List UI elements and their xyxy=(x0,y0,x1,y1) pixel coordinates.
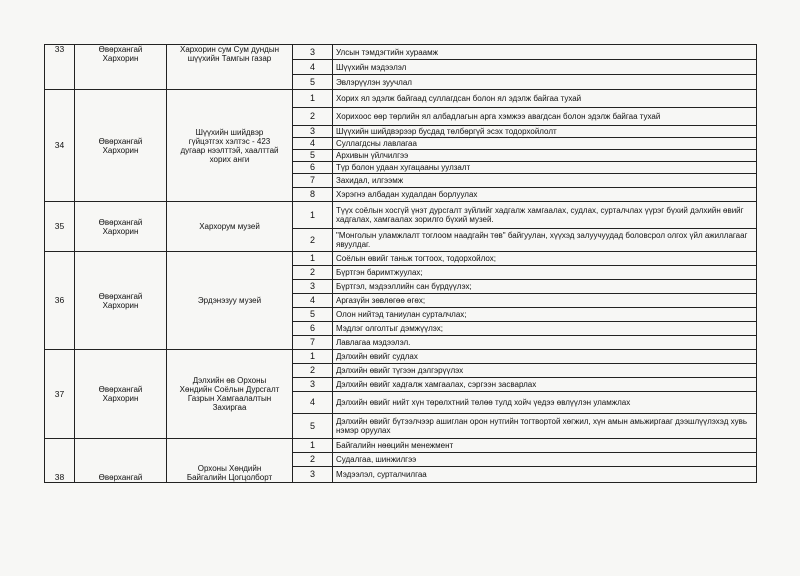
item-index: 2 xyxy=(293,229,333,252)
organization-cell: Хархорин сум Сум дундын шүүхийн Тамгын газар xyxy=(167,45,293,90)
service-description: Шүүхийн мэдээлэл xyxy=(333,60,757,75)
item-index: 5 xyxy=(293,414,333,439)
service-description: Дэлхийн өвийг нийт хүн төрөлхтний төлөө тулд хойч үедээ өвлүүлэн уламжлах xyxy=(333,392,757,414)
organization-cell: Эрдэнэзуу музей xyxy=(167,252,293,350)
item-index: 2 xyxy=(293,453,333,467)
service-description: Хорихоос өөр төрлийн ял албадлагын арга хэмжээ авагдсан болон эдэлж байгаа тухай xyxy=(333,108,757,126)
services-table xyxy=(44,44,757,483)
item-index: 7 xyxy=(293,336,333,350)
item-index: 6 xyxy=(293,162,333,174)
service-description: Мэдээлэл, сурталчилгаа xyxy=(333,467,757,483)
province-cell: Өвөрхангай Хархорин xyxy=(75,45,167,90)
row-number: 36 xyxy=(45,252,75,350)
organization-cell: Хархорум музей xyxy=(167,202,293,252)
service-description: Дэлхийн өвийг бүтээлчээр ашиглан орон нутгийн тогтвортой хөгжил, хүн амын амьжиргааг дээшлүүлэхэд хувь нэмэр оруулах xyxy=(333,414,757,439)
organization-cell: Дэлхийн өв Орхоны Хөндийн Соёлын Дурсгалт Газрын Хамгаалалтын Захиргаа xyxy=(167,350,293,439)
item-index: 5 xyxy=(293,150,333,162)
item-index: 3 xyxy=(293,45,333,60)
item-index: 6 xyxy=(293,322,333,336)
service-description: Шүүхийн шийдвэрээр бусдад төлбөргүй эсэх тодорхойлолт xyxy=(333,126,757,138)
service-description: Байгалийн нөөцийн менежмент xyxy=(333,439,757,453)
table-row xyxy=(45,252,757,266)
item-index: 5 xyxy=(293,308,333,322)
service-description: Аргазүйн зөвлөгөө өгөх; xyxy=(333,294,757,308)
item-index: 3 xyxy=(293,280,333,294)
item-index: 1 xyxy=(293,202,333,229)
item-index: 2 xyxy=(293,266,333,280)
service-description: Лавлагаа мэдээлэл. xyxy=(333,336,757,350)
province-cell: Өвөрхангай Хархорин xyxy=(75,90,167,202)
province-cell: Өвөрхангай Хархорин xyxy=(75,252,167,350)
item-index: 4 xyxy=(293,392,333,414)
service-description: Захидал, илгээмж xyxy=(333,174,757,188)
service-description: Хэрэгнэ албадан худалдан борлуулах xyxy=(333,188,757,202)
item-index: 2 xyxy=(293,108,333,126)
item-index: 4 xyxy=(293,60,333,75)
item-index: 4 xyxy=(293,138,333,150)
service-description: Олон нийтэд таниулан сурталчлах; xyxy=(333,308,757,322)
row-number: 37 xyxy=(45,350,75,439)
organization-cell: Орхоны Хөндийн Байгалийн Цогцолборт xyxy=(167,439,293,483)
service-description: Түүх соёлын хосгүй үнэт дурсгалт зүйлийг хадгалж хамгаалах, судлах, сурталчлах үүрэг бүхий дэлхийн өвийг хадгалах, хамгаалах зорилго бүхий музей. xyxy=(333,202,757,229)
row-number: 34 xyxy=(45,90,75,202)
item-index: 1 xyxy=(293,252,333,266)
item-index: 1 xyxy=(293,90,333,108)
row-number: 35 xyxy=(45,202,75,252)
service-description: Хорих ял эдэлж байгаад суллагдсан болон ял эдэлж байгаа тухай xyxy=(333,90,757,108)
service-description: Эвлэрүүлэн зуучлал xyxy=(333,75,757,90)
item-index: 2 xyxy=(293,364,333,378)
service-description: Бүртгэл, мэдээллийн сан бүрдүүлэх; xyxy=(333,280,757,294)
table-row xyxy=(45,439,757,453)
table-row xyxy=(45,350,757,364)
province-cell: Өвөрхангай xyxy=(75,439,167,483)
service-description: Архивын үйлчилгээ xyxy=(333,150,757,162)
service-description: Дэлхийн өвийг түгээн дэлгэрүүлэх xyxy=(333,364,757,378)
item-index: 1 xyxy=(293,350,333,364)
item-index: 1 xyxy=(293,439,333,453)
service-description: Улсын тэмдэгтийн хураамж xyxy=(333,45,757,60)
service-description: Суллагдсны лавлагаа xyxy=(333,138,757,150)
item-index: 4 xyxy=(293,294,333,308)
item-index: 7 xyxy=(293,174,333,188)
service-description: Түр болон удаан хугацааны уулзалт xyxy=(333,162,757,174)
table-row xyxy=(45,90,757,108)
row-number: 38 xyxy=(45,439,75,483)
item-index: 3 xyxy=(293,467,333,483)
service-description: Мэдлэг олголтыг дэмжүүлэх; xyxy=(333,322,757,336)
service-description: Судалгаа, шинжилгээ xyxy=(333,453,757,467)
province-cell: Өвөрхангай Хархорин xyxy=(75,350,167,439)
item-index: 5 xyxy=(293,75,333,90)
item-index: 3 xyxy=(293,378,333,392)
organization-cell: Шүүхийн шийдвэр гүйцэтгэх хэлтэс - 423 дугаар нээлттэй, хаалттай хорих анги xyxy=(167,90,293,202)
item-index: 3 xyxy=(293,126,333,138)
row-number: 33 xyxy=(45,45,75,90)
service-description: Дэлхийн өвийг хадгалж хамгаалах, сэргээн засварлах xyxy=(333,378,757,392)
province-cell: Өвөрхангай Хархорин xyxy=(75,202,167,252)
item-index: 8 xyxy=(293,188,333,202)
service-description: "Монголын уламжлалт тоглоом наадгайн төв" байгуулан, хүүхэд залуучуудад боловсрол олгох үйл ажиллагааг явуулдаг. xyxy=(333,229,757,252)
service-description: Соёлын өвийг таньж тогтоох, тодорхойлох; xyxy=(333,252,757,266)
service-description: Дэлхийн өвийг судлах xyxy=(333,350,757,364)
table-row xyxy=(45,202,757,229)
table-row xyxy=(45,45,757,60)
service-description: Бүртгэн баримтжуулах; xyxy=(333,266,757,280)
